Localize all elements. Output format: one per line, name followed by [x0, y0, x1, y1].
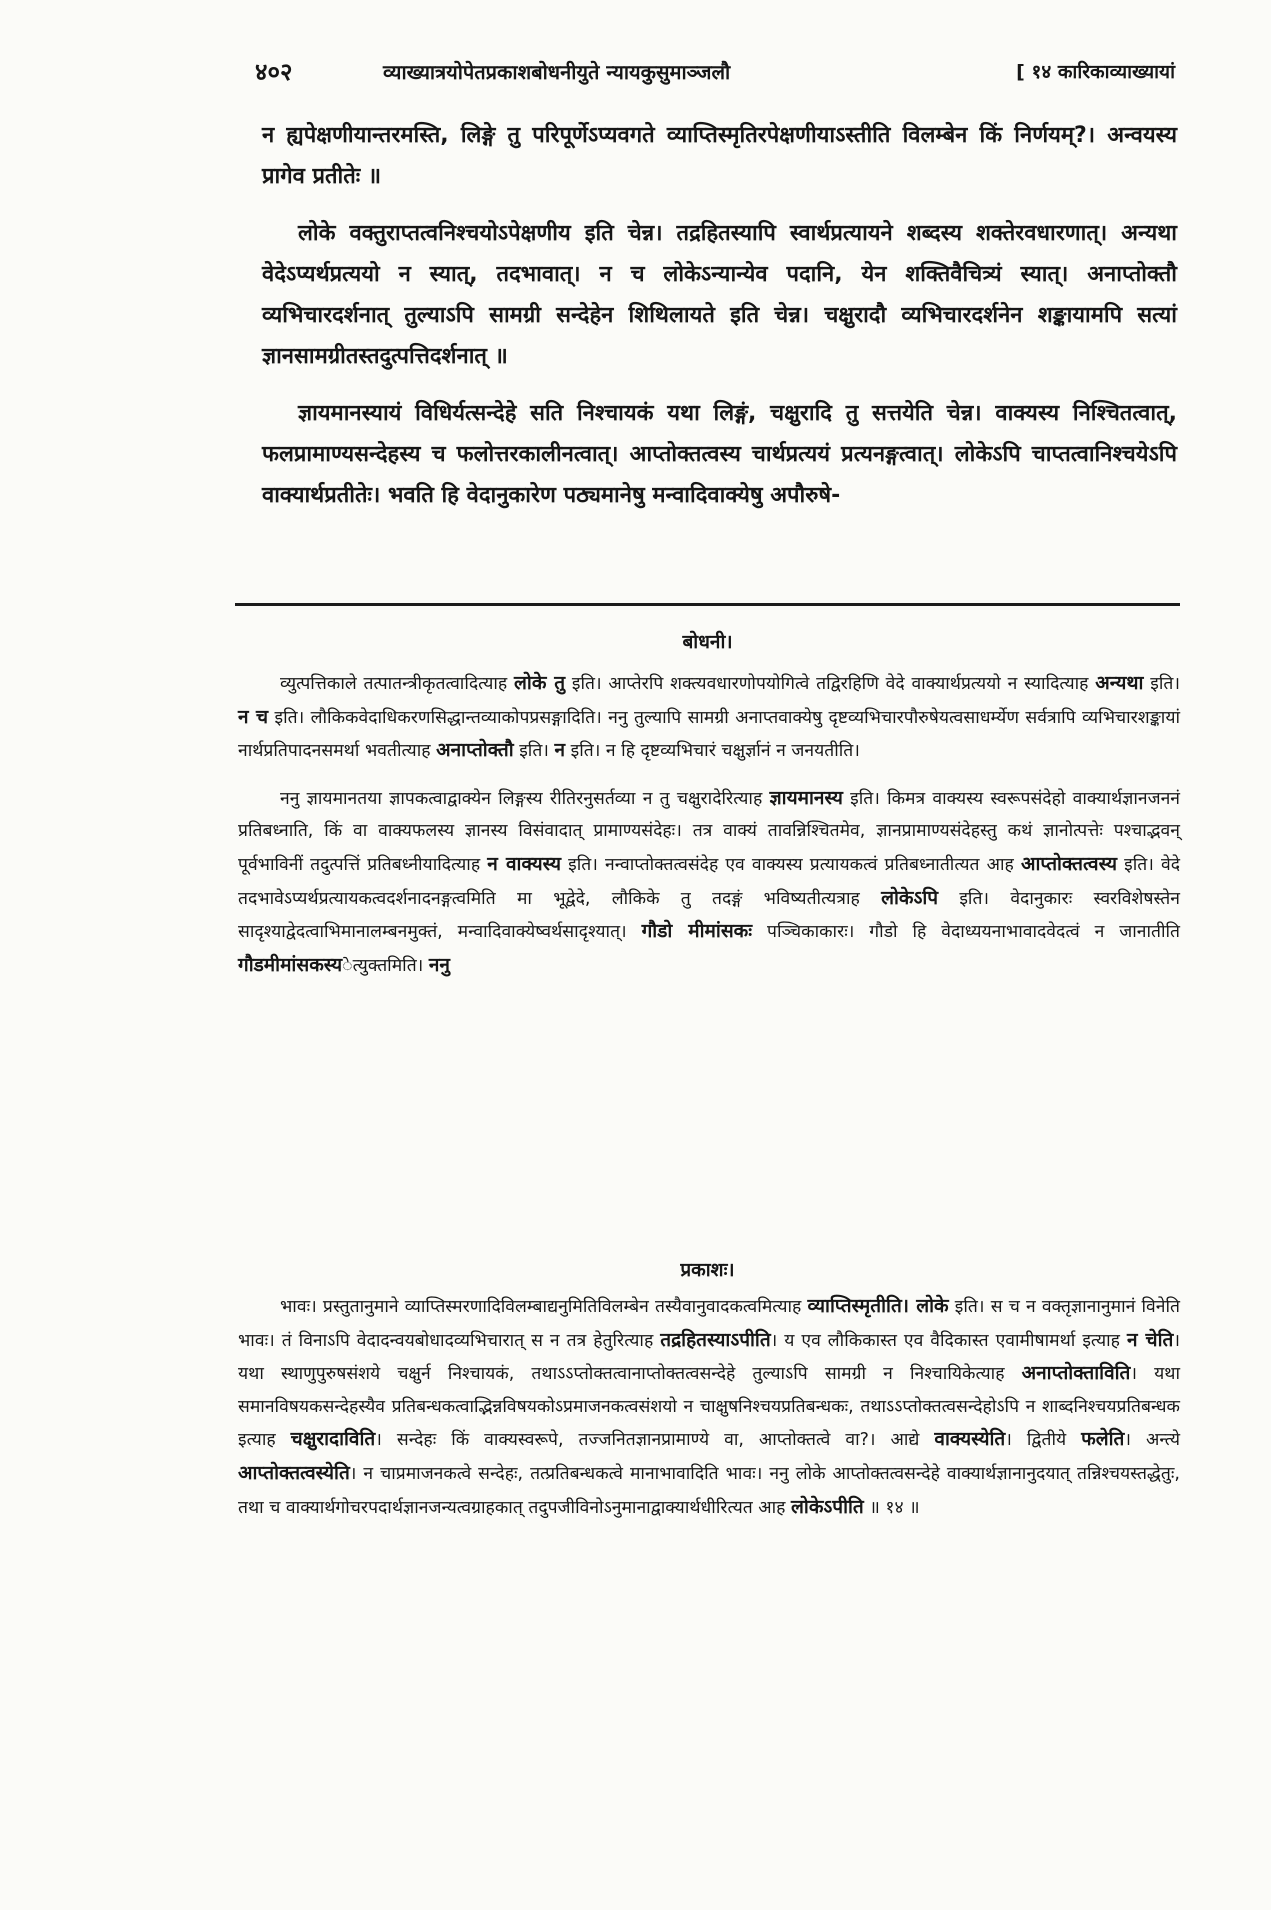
commentary-text: इति। वेदानुकारः स्वरविशेषस्तेन सादृश्याद्वेदत्वाभिमानालम्बनमुक्तं, मन्वादिवाक्येष्वर्थसादृश्यात्।	[238, 888, 1180, 943]
commentary-text: इति। न हि दृष्टव्यभिचारं चक्षुर्ज्ञानं न जनयतीति।	[565, 741, 860, 762]
lemma: वाक्यस्येति	[934, 1428, 1006, 1451]
lemma: लोकेऽपि	[881, 886, 939, 909]
lemma: ज्ञायमानस्य	[769, 786, 843, 809]
commentary-text: इति। स च न वक्तृज्ञानानुमानं विनेति भावः। तं विनाऽपि वेदादन्वयबोधादव्यभिचारात् स न तत्र हेतुरित्याह	[238, 1297, 1181, 1351]
lemma: गौडमीमांसकस्य	[238, 953, 343, 976]
main-paragraph: ज्ञायमानस्यायं विधिर्यत्सन्देहे सति निश्चायकं यथा लिङ्गं, चक्षुरादि तु सत्तयेति चेन्न। वाक्यस्य निश्चितत्वात्, फलप्रामाण्यसन्देहस्य च फलोत्तरकालीनत्वात्। आप्तोक्तत्वस्य चार्थप्रत्ययं प्रत्यनङ्गत्वात्। लोकेऽपि चाप्तत्वानिश्चयेऽपि वाक्यार्थप्रतीतेः। भवति हि वेदानुकारेण पठ्यमानेषु मन्वादिवाक्येषु अपौरुषे-	[262, 401, 1177, 508]
running-header	[255, 52, 1175, 92]
commentary-text: पञ्चिकाकारः। गौडो हि वेदाध्ययनाभावादवेदत्वं न जानातीति	[752, 922, 1181, 943]
lemma: अन्यथा	[1095, 672, 1144, 694]
commentary-text: ेत्युक्तमिति।	[342, 955, 429, 976]
lemma: लोकेऽपीति	[791, 1495, 864, 1518]
lemma: अनाप्तोक्ताविति	[1021, 1362, 1131, 1385]
commentary-text: ॥ १४ ॥	[863, 1497, 920, 1518]
lemma: फलेति	[1081, 1428, 1125, 1451]
lemma: तद्रहितस्याऽपीति	[660, 1328, 771, 1351]
prakasha-heading: प्रकाशः।	[680, 1259, 735, 1281]
bodhani-commentary	[238, 667, 1180, 996]
lemma: न	[554, 739, 566, 762]
commentary-text: । अन्त्ये	[1124, 1430, 1180, 1451]
commentary-text: इति। किमत्र वाक्यस्य स्वरूपसंदेहो वाक्यार्थज्ञानजननं प्रतिबध्नाति, किं वा वाक्यफलस्य ज्ञानस्य विसंवादात् प्रामाण्यसंदेहः। तत्र वाक्यं तावन्निश्चितमेव, ज्ञानप्रामाण्यसंदेहस्तु कथं ज्ञानोत्पत्तेः पश्चाद्भवन् पूर्वभाविनीं तदुत्पत्तिं प्रतिबध्नीयादित्याह	[238, 788, 1180, 875]
lemma: ननु	[428, 953, 450, 976]
commentary-text: । सन्देहः किं वाक्यस्वरूपे, तज्जनितज्ञानप्रामाण्ये वा, आप्तोक्तत्वे वा?। आद्ये	[375, 1430, 935, 1451]
main-paragraph: न ह्यपेक्षणीयान्तरमस्ति, लिङ्गे तु परिपूर्णेऽप्यवगते व्याप्तिस्मृतिरपेक्षणीयाऽस्तीति विलम्बेन किं निर्णयम्?। अन्वयस्य प्रागेव प्रतीतेः ॥	[262, 123, 1177, 189]
lemma: गौडो मीमांसकः	[641, 920, 753, 943]
commentary-text: । यथा समानविषयकसन्देहस्यैव प्रतिबन्धकत्वाद्भिन्नविषयकोऽप्रमाजनकत्वसंशयो न चाक्षुषनिश्चयप्रतिबन्धकः, तथाऽऽप्तोक्तत्वसन्देहोऽपि न शाब्दनिश्चयप्रतिबन्धक इत्याह	[238, 1364, 1181, 1451]
commentary-text: इति।	[513, 741, 555, 762]
commentary-text: इति। नन्वाप्तोक्तत्वसंदेह एव वाक्यस्य प्रत्यायकत्वं प्रतिबध्नातीत्यत आह	[561, 854, 1021, 875]
commentary-text: इति।	[1143, 674, 1181, 694]
lemma: अनाप्तोक्तौ	[436, 739, 514, 762]
lemma: आप्तोक्तत्वस्येति	[238, 1461, 350, 1484]
main-text	[262, 115, 1177, 532]
lemma: न वाक्यस्य	[487, 852, 562, 875]
commentary-text: व्युत्पत्तिकाले तत्पातन्त्रीकृतत्वादित्याह	[280, 674, 515, 694]
commentary-text: । द्वितीये	[1005, 1430, 1082, 1451]
prakasha-commentary	[238, 1290, 1180, 1538]
separator-rule	[235, 603, 1180, 606]
lemma: चक्षुरादाविति	[290, 1428, 376, 1451]
commentary-text: । न चाप्रमाजनकत्वे सन्देहः, तत्प्रतिबन्धकत्वे मानाभावादिति भावः। ननु लोके आप्तोक्तत्वसन्देहे वाक्यार्थज्ञानानुदयात् तन्निश्चयस्तद्धेतुः, तथा च वाक्यार्थगोचरपदार्थज्ञानजन्यत्वग्राहकात् तदुपजीविनोऽनुमानाद्वाक्यार्थधीरित्यत आह	[238, 1463, 1180, 1518]
commentary-paragraph	[238, 782, 1180, 983]
commentary-text: ननु ज्ञायमानतया ज्ञापकत्वाद्वाक्येन लिङ्गस्य रीतिरनुसर्तव्या न तु चक्षुरादेरित्याह	[280, 788, 770, 809]
commentary-text: इति। आप्तेरपि शक्त्यवधारणोपयोगित्वे तद्विरहिणि वेदे वाक्यार्थप्रत्ययो न स्यादित्याह	[565, 674, 1096, 694]
lemma: आप्तोक्तत्वस्य	[1020, 852, 1117, 875]
section-marker: [ १४ कारिकाव्याख्यायां	[1016, 61, 1175, 83]
commentary-text: । यथा स्थाणुपुरुषसंशये चक्षुर्न निश्चायकं, तथाऽऽप्तोक्तत्वानाप्तोक्तत्वसन्देहे तुल्याऽपि सामग्री न निश्चायिकेत्याह	[238, 1330, 1180, 1385]
lemma: न च	[238, 705, 269, 728]
commentary-paragraph	[238, 667, 1180, 768]
lemma: न चेति	[1126, 1328, 1174, 1351]
commentary-text: । य एव लौकिकास्त एव वैदिकास्त एवामीषामर्था इत्याह	[770, 1330, 1127, 1351]
commentary-text: इति। लौकिकवेदाधिकरणसिद्धान्तव्याकोपप्रसङ्गादिति। ननु तुल्यापि सामग्री अनाप्तवाक्येषु दृष्टव्यभिचारपौरुषेयत्वसाधर्म्येण सर्वत्रापि व्यभिचारशङ्कायां नार्थप्रतिपादनसमर्था भवतीत्याह	[238, 707, 1181, 762]
commentary-paragraph	[238, 1290, 1180, 1524]
lemma: लोके तु	[514, 672, 566, 694]
bodhani-heading: बोधनी।	[682, 631, 733, 653]
page-number: ४०२	[255, 58, 293, 86]
commentary-text: इति। वेदे तदभावेऽप्यर्थप्रत्यायकत्वदर्शनादनङ्गत्वमिति मा भूद्वेदे, लौकिके तु तदङ्गं भविष्यतीत्यत्राह	[238, 854, 1180, 909]
running-title: व्याख्यात्रयोपेतप्रकाशबोधनीयुते न्यायकुसुमाञ्जलौ	[383, 60, 731, 84]
main-paragraph: लोके वक्तुराप्तत्वनिश्चयोऽपेक्षणीय इति चेन्न। तद्रहितस्यापि स्वार्थप्रत्यायने शब्दस्य शक्तेरवधारणात्। अन्यथा वेदेऽप्यर्थप्रत्ययो न स्यात्, तदभावात्। न च लोकेऽन्यान्येव पदानि, येन शक्तिवैचित्र्यं स्यात्। अनाप्तोक्तौ व्यभिचारदर्शनात् तुल्याऽपि सामग्री सन्देहेन शिथिलायते इति चेन्न। चक्षुरादौ व्यभिचारदर्शनेन शङ्कायामपि सत्यां ज्ञानसामग्रीतस्तदुत्पत्तिदर्शनात् ॥	[262, 221, 1177, 369]
lemma: व्याप्तिस्मृतीति। लोके	[807, 1295, 949, 1317]
commentary-text: भावः। प्रस्तुतानुमाने व्याप्तिस्मरणादिविलम्बाद्यनुमितिविलम्बेन तस्यैवानुवादकत्वमित्याह	[280, 1297, 808, 1317]
